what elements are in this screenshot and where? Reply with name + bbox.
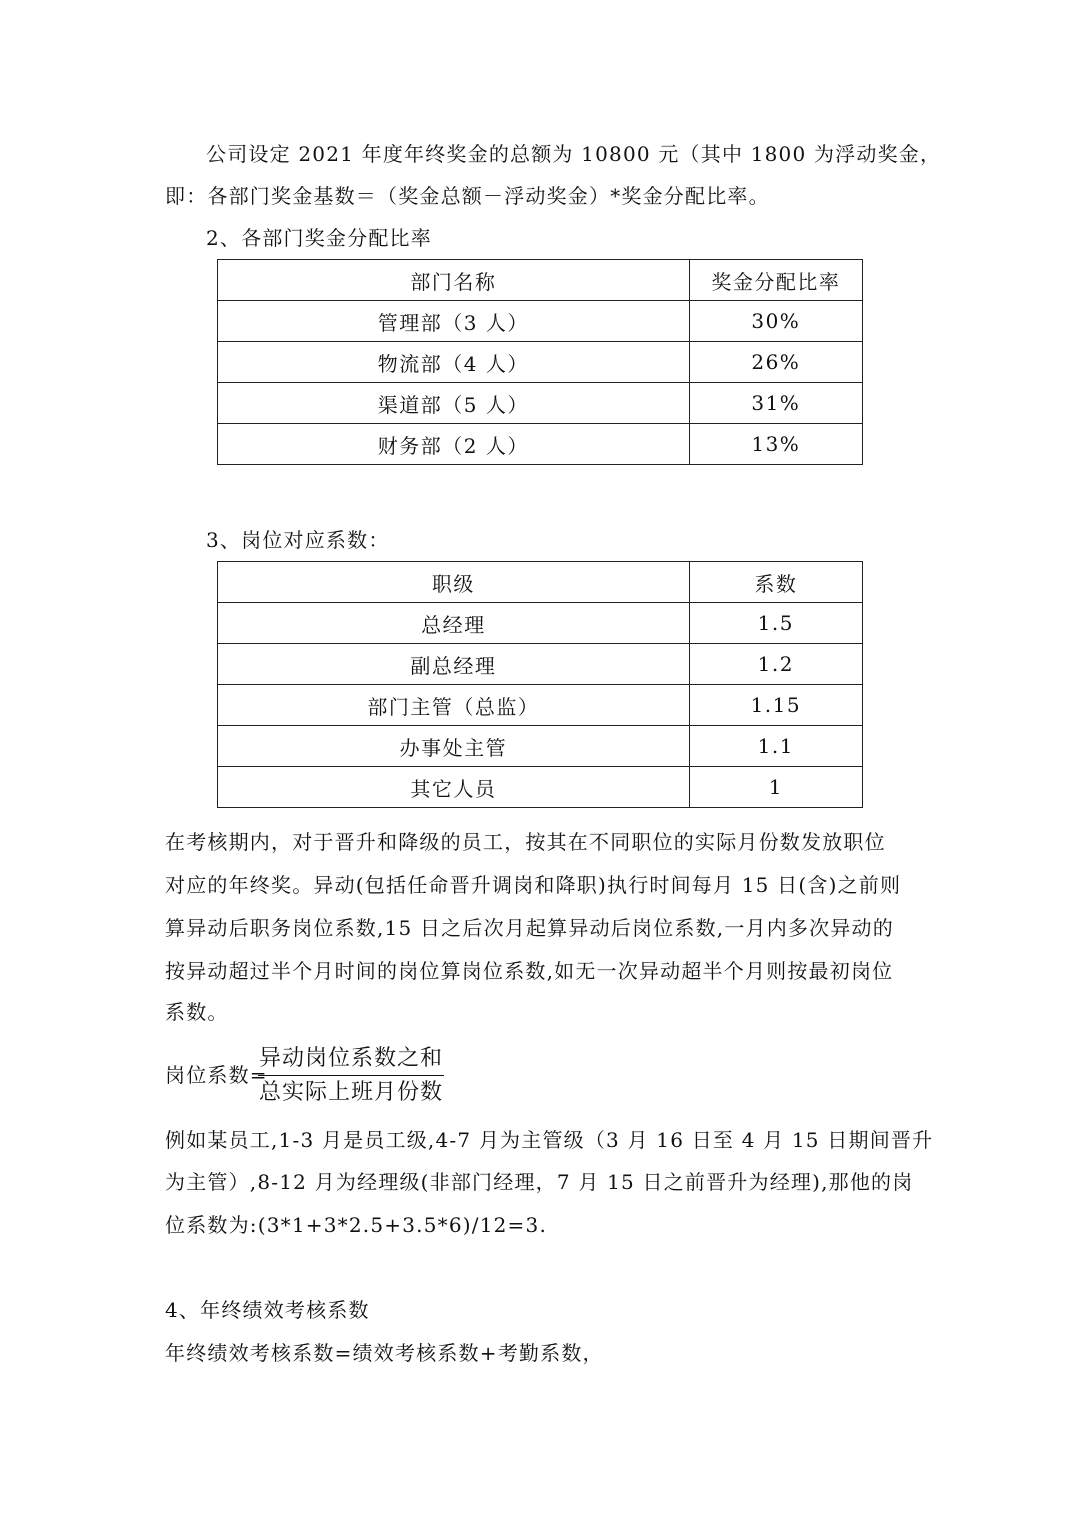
table-row xyxy=(218,685,863,726)
formula-denominator: 总实际上班月份数 xyxy=(258,1080,443,1105)
coefficient-cell: 1.15 xyxy=(689,685,862,726)
paragraph-line: 按异动超过半个月时间的岗位算岗位系数,如无一次异动超半个月则按最初岗位 xyxy=(165,959,894,983)
department-ratio-table xyxy=(217,259,863,465)
section-4-heading: 4、年终绩效考核系数 xyxy=(165,1298,370,1322)
table-row xyxy=(218,767,863,808)
example-line: 例如某员工,1-3 月是员工级,4-7 月为主管级（3 月 16 日至 4 月 15 日期间晋升 xyxy=(165,1128,934,1152)
table-row xyxy=(218,301,863,342)
rank-cell: 总经理 xyxy=(218,603,690,644)
ratio-cell: 31% xyxy=(689,383,862,424)
intro-line-1: 公司设定 2021 年度年终奖金的总额为 10800 元（其中 1800 为浮动奖金， xyxy=(206,142,942,166)
table-header-row xyxy=(218,260,863,301)
formula-fraction xyxy=(258,1043,444,1108)
example-line: 位系数为:(3*1+3*2.5+3.5*6)/12=3. xyxy=(165,1213,547,1237)
rank-cell: 部门主管（总监） xyxy=(218,685,690,726)
rank-cell: 其它人员 xyxy=(218,767,690,808)
paragraph-line: 系数。 xyxy=(165,1000,229,1024)
department-cell: 财务部（2 人） xyxy=(218,424,690,465)
header-rank: 职级 xyxy=(218,562,690,603)
paragraph-line: 对应的年终奖。异动(包括任命晋升调岗和降职)执行时间每月 15 日(含)之前则 xyxy=(165,873,902,897)
coefficient-cell: 1.1 xyxy=(689,726,862,767)
paragraph-line: 在考核期内，对于晋升和降级的员工，按其在不同职位的实际月份数发放职位 xyxy=(165,830,886,854)
header-bonus-ratio: 奖金分配比率 xyxy=(689,260,862,301)
table-row xyxy=(218,644,863,685)
section-4-line: 年终绩效考核系数=绩效考核系数+考勤系数， xyxy=(165,1341,604,1365)
coefficient-cell: 1.2 xyxy=(689,644,862,685)
table-row xyxy=(218,726,863,767)
department-cell: 物流部（4 人） xyxy=(218,342,690,383)
rank-cell: 副总经理 xyxy=(218,644,690,685)
formula-numerator: 异动岗位系数之和 xyxy=(258,1043,444,1076)
section-2-heading: 2、各部门奖金分配比率 xyxy=(206,226,432,250)
position-coefficient-table xyxy=(217,561,863,808)
coefficient-cell: 1.5 xyxy=(689,603,862,644)
coefficient-cell: 1 xyxy=(689,767,862,808)
paragraph-line: 算异动后职务岗位系数,15 日之后次月起算异动后岗位系数,一月内多次异动的 xyxy=(165,916,894,940)
department-cell: 管理部（3 人） xyxy=(218,301,690,342)
ratio-cell: 26% xyxy=(689,342,862,383)
intro-line-2: 即：各部门奖金基数＝（奖金总额－浮动奖金）*奖金分配比率。 xyxy=(165,184,770,208)
formula-label: 岗位系数= xyxy=(165,1063,268,1087)
rank-cell: 办事处主管 xyxy=(218,726,690,767)
table-row xyxy=(218,424,863,465)
ratio-cell: 13% xyxy=(689,424,862,465)
table-row xyxy=(218,383,863,424)
section-3-heading: 3、岗位对应系数： xyxy=(206,528,390,552)
header-coefficient: 系数 xyxy=(689,562,862,603)
table-row xyxy=(218,342,863,383)
ratio-cell: 30% xyxy=(689,301,862,342)
example-line: 为主管）,8-12 月为经理级(非部门经理，7 月 15 日之前晋升为经理),那他的岗 xyxy=(165,1170,914,1194)
table-row xyxy=(218,603,863,644)
header-department-name: 部门名称 xyxy=(218,260,690,301)
table-header-row xyxy=(218,562,863,603)
department-cell: 渠道部（5 人） xyxy=(218,383,690,424)
